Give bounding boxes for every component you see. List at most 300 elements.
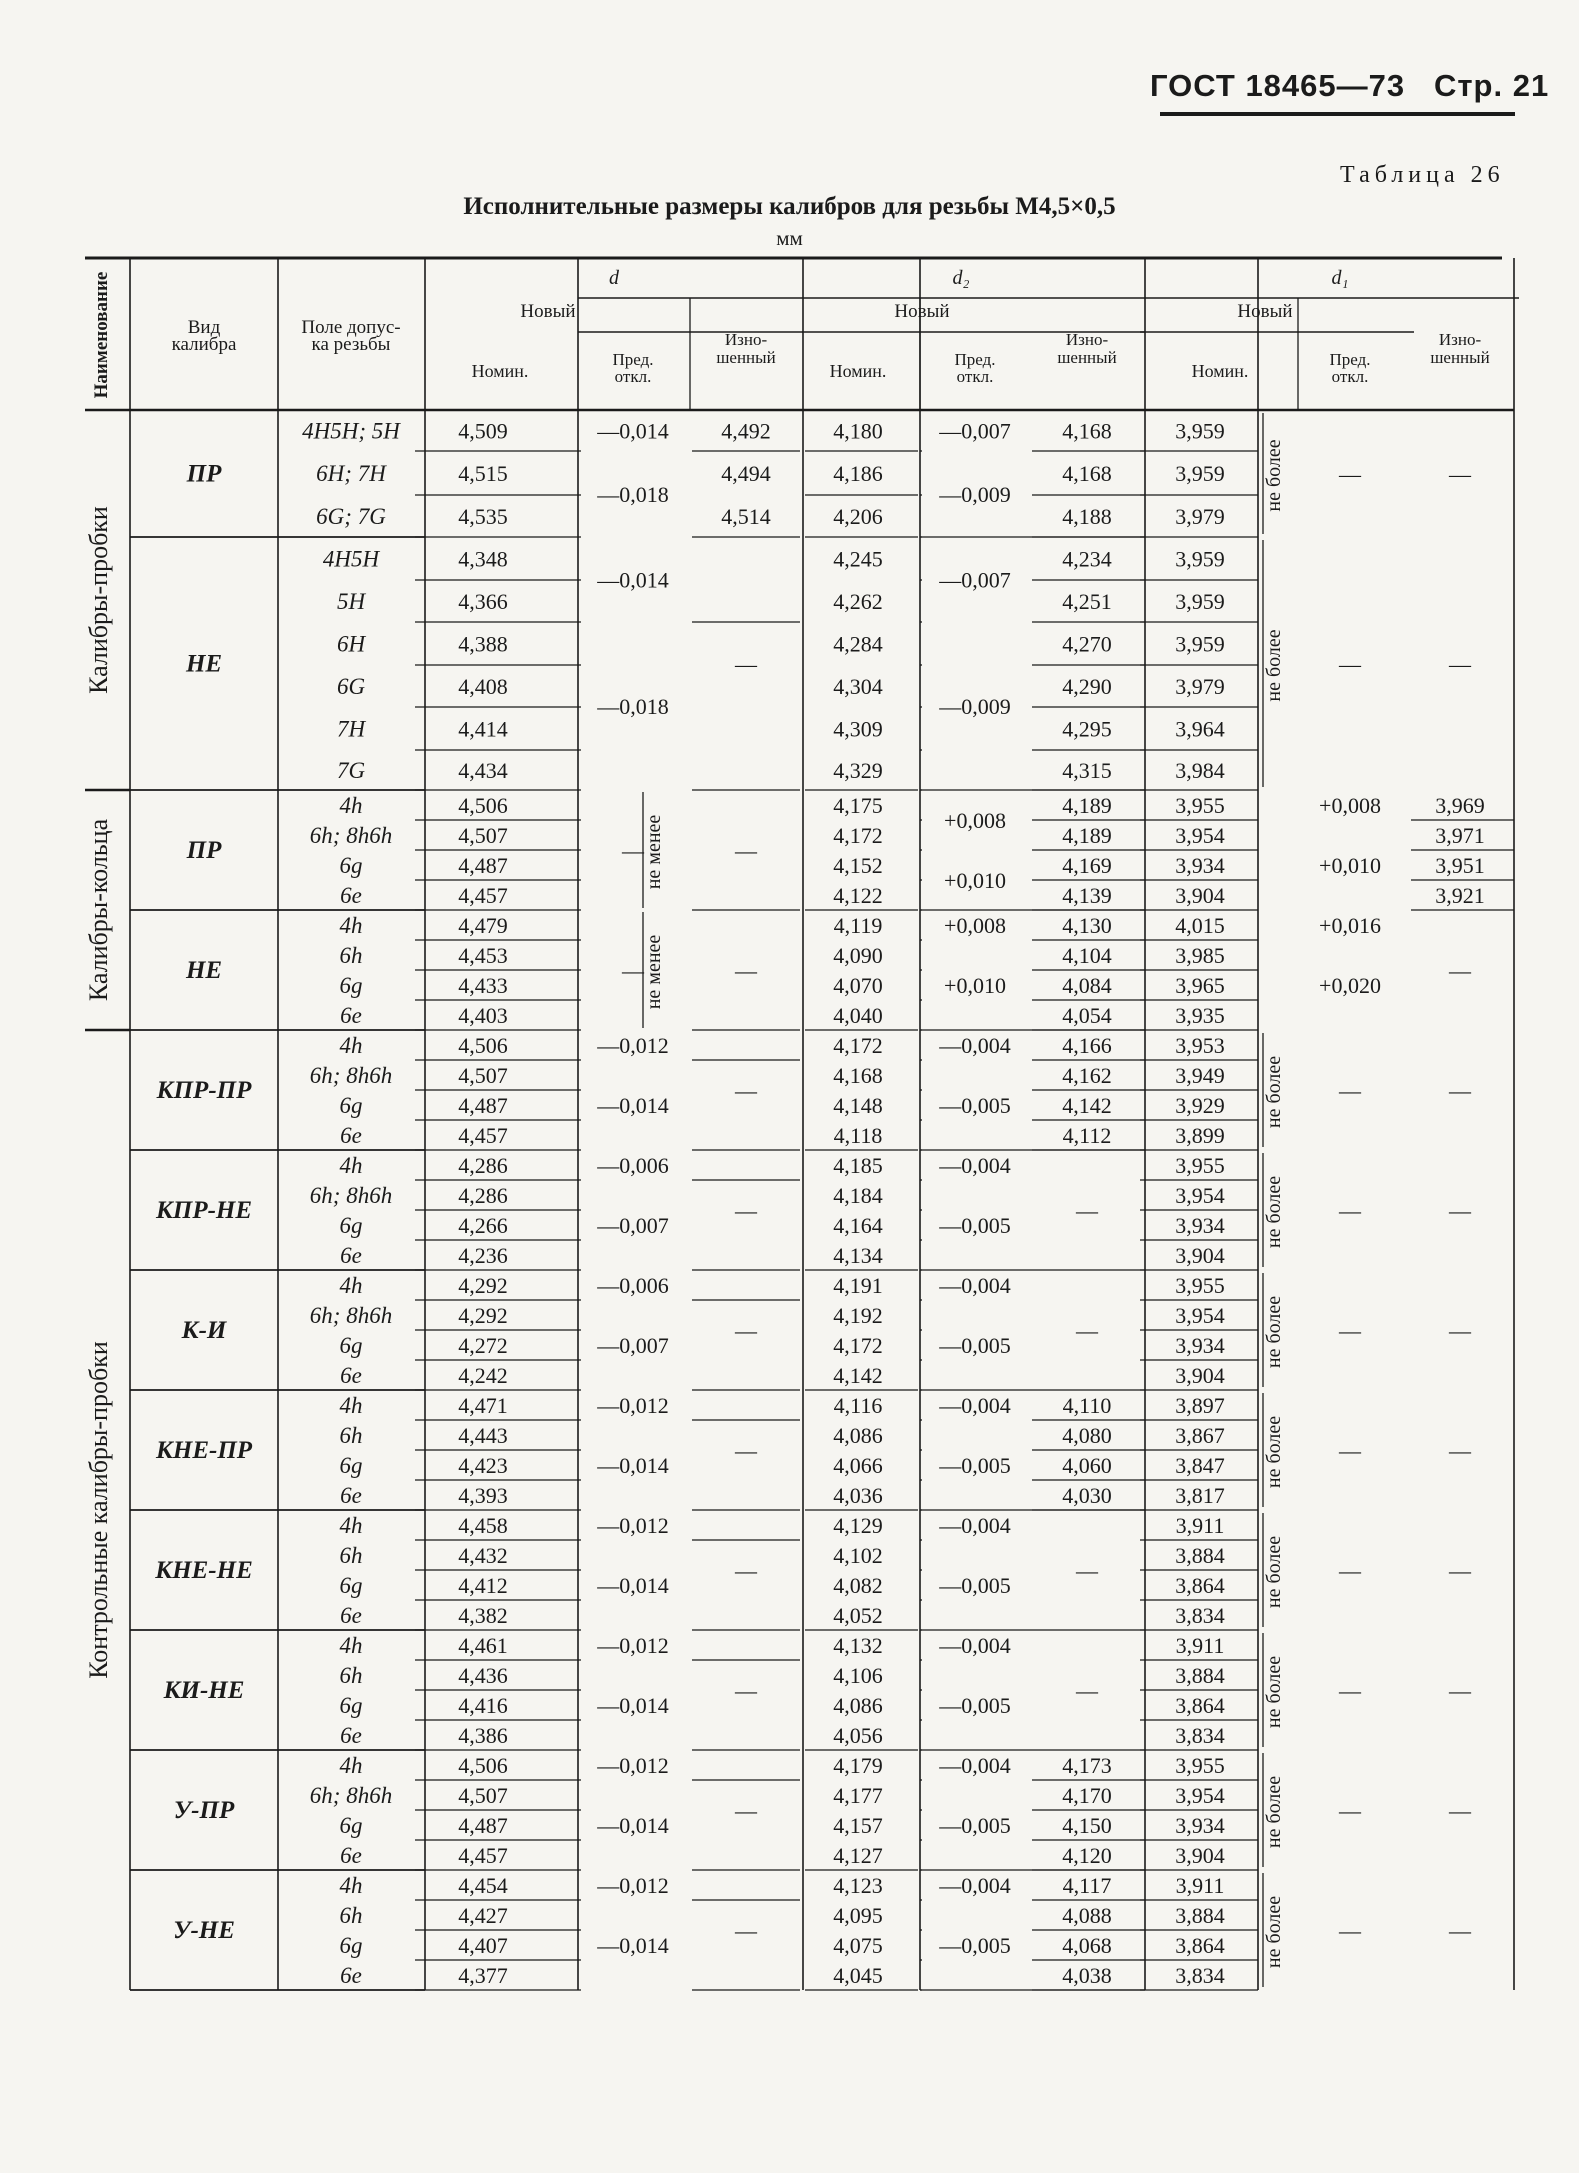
d-nominal: 4,393	[458, 1483, 508, 1508]
d1-nominal: 3,934	[1175, 853, 1225, 878]
d2-deviation: +0,010	[944, 868, 1006, 893]
d-nominal: 4,479	[458, 913, 508, 938]
d1-worn: —	[1449, 1558, 1471, 1583]
d1-nominal: 4,015	[1175, 913, 1225, 938]
thread-field: 4h	[339, 1273, 363, 1298]
d2-nominal: 4,045	[833, 1963, 883, 1988]
d2-worn: —	[1076, 1558, 1098, 1583]
d1-nominal: 3,953	[1175, 1033, 1225, 1058]
stamp-no-more: не более	[1263, 1775, 1285, 1849]
d-worn: —	[735, 1318, 757, 1343]
d2-nominal: 4,206	[833, 504, 883, 529]
column-dev-header: Пред.	[1329, 350, 1371, 369]
d2-worn: 4,173	[1062, 1753, 1112, 1778]
d2-nominal: 4,172	[833, 1333, 883, 1358]
d2-nominal: 4,180	[833, 418, 883, 444]
d2-deviation: —0,004	[939, 1273, 1011, 1298]
stamp-no-more: не более	[1263, 439, 1285, 512]
d1-nominal: 3,954	[1175, 1183, 1225, 1208]
thread-field: 4h	[339, 1033, 363, 1058]
gauge-kind: КПР-ПР	[156, 1077, 252, 1104]
d2-nominal: 4,185	[833, 1153, 883, 1178]
d1-nominal: 3,904	[1175, 883, 1225, 908]
d-nominal: 4,377	[458, 1963, 508, 1988]
thread-field: 4h	[339, 1393, 363, 1418]
d2-deviation: +0,008	[944, 808, 1006, 833]
d-worn: 4,514	[721, 504, 771, 529]
d2-nominal: 4,134	[833, 1243, 883, 1268]
column-d-header: d	[609, 267, 619, 289]
d2-nominal: 4,127	[833, 1843, 883, 1868]
d-nominal: 4,266	[458, 1213, 508, 1238]
d-deviation: —0,018	[597, 694, 669, 719]
column-new-header: Новый	[894, 301, 950, 322]
stamp-no-more: не более	[1263, 1055, 1285, 1129]
category-label: Калибры-пробки	[84, 506, 113, 694]
d2-worn: —	[1076, 1318, 1098, 1343]
d1-nominal: 3,867	[1175, 1423, 1225, 1448]
stamp-no-less: не менее	[643, 814, 665, 890]
column-dev-header: Пред.	[954, 350, 996, 369]
d2-worn: 4,189	[1062, 793, 1112, 818]
d-nominal: 4,461	[458, 1633, 508, 1658]
d1-nominal: 3,955	[1175, 1753, 1225, 1778]
d1-nominal: 3,959	[1175, 418, 1225, 444]
thread-field: 6g	[339, 973, 363, 998]
thread-field: 4h	[339, 1633, 363, 1658]
d2-deviation: —0,004	[939, 1153, 1011, 1178]
d1-nominal: 3,864	[1175, 1693, 1225, 1718]
stamp-no-more: не более	[1263, 1295, 1285, 1369]
thread-field: 6h; 8h6h	[309, 1783, 393, 1808]
d2-deviation: —0,004	[939, 1513, 1011, 1538]
d2-nominal: 4,164	[833, 1213, 883, 1238]
d2-nominal: 4,123	[833, 1873, 883, 1898]
d2-deviation: —0,009	[939, 694, 1011, 719]
d2-deviation: —0,009	[939, 482, 1011, 507]
thread-field: 4H5H; 5H	[302, 418, 400, 444]
d2-worn: 4,130	[1062, 913, 1112, 938]
thread-field: 6g	[339, 1093, 363, 1118]
d1-deviation: +0,010	[1319, 853, 1381, 878]
thread-field: 6e	[340, 1603, 362, 1628]
d-deviation: —0,006	[597, 1153, 669, 1178]
d2-deviation: —0,004	[939, 1033, 1011, 1058]
d-nominal: 4,412	[458, 1573, 508, 1598]
thread-field: 4h	[339, 1513, 363, 1538]
d-nominal: 4,382	[458, 1603, 508, 1628]
d2-nominal: 4,090	[833, 943, 883, 968]
d2-nominal: 4,172	[833, 823, 883, 848]
d-nominal: 4,423	[458, 1453, 508, 1478]
d-nominal: 4,366	[458, 589, 508, 614]
d1-deviation: —	[1339, 1558, 1361, 1583]
d1-nominal: 3,899	[1175, 1123, 1225, 1148]
d2-worn: 4,170	[1062, 1783, 1112, 1808]
d-worn: 4,492	[721, 418, 771, 444]
thread-field: 6e	[340, 883, 362, 908]
page-number: Стр. 21	[1433, 68, 1550, 103]
thread-field: 6e	[340, 1723, 362, 1748]
d1-deviation: —	[1339, 1198, 1361, 1223]
thread-field: 6h; 8h6h	[309, 1063, 393, 1088]
d2-worn: 4,169	[1062, 853, 1112, 878]
thread-field: 6h	[339, 1903, 363, 1928]
d1-worn: —	[1449, 1798, 1471, 1823]
d2-deviation: —0,004	[939, 1753, 1011, 1778]
d1-nominal: 3,955	[1175, 1153, 1225, 1178]
d-nominal: 4,403	[458, 1003, 508, 1028]
thread-field: 6g	[339, 1333, 363, 1358]
thread-field: 7G	[336, 758, 366, 783]
column-d1-header: d₁	[1331, 267, 1349, 289]
d2-worn: 4,080	[1062, 1423, 1112, 1448]
d2-worn: —	[1076, 1678, 1098, 1703]
d2-nominal: 4,102	[833, 1543, 883, 1568]
d-worn: —	[735, 1798, 757, 1823]
d2-nominal: 4,070	[833, 973, 883, 998]
gauge-kind: К-И	[181, 1317, 227, 1344]
d-nominal: 4,471	[458, 1393, 508, 1418]
d-nominal: 4,433	[458, 973, 508, 998]
d1-deviation: —	[1339, 1918, 1361, 1943]
gauge-kind: КПР-НЕ	[155, 1197, 253, 1224]
column-dev-header: откл.	[1331, 367, 1369, 386]
thread-field: 6g	[339, 1933, 363, 1958]
d2-worn: 4,150	[1062, 1813, 1112, 1838]
d2-worn: 4,166	[1062, 1033, 1112, 1058]
d1-nominal: 3,904	[1175, 1243, 1225, 1268]
d2-nominal: 4,172	[833, 1033, 883, 1058]
d1-nominal: 3,897	[1175, 1393, 1225, 1418]
d1-worn: —	[1449, 461, 1471, 487]
table-title: Исполнительные размеры калибров для резьбы М4,5×0,5	[463, 193, 1116, 220]
d-nominal: 4,272	[458, 1333, 508, 1358]
thread-field: 6h	[339, 1663, 363, 1688]
d2-nominal: 4,157	[833, 1813, 883, 1838]
thread-field: 7H	[336, 716, 366, 742]
d1-nominal: 3,934	[1175, 1333, 1225, 1358]
d-worn: —	[735, 1678, 757, 1703]
d1-nominal: 3,955	[1175, 1273, 1225, 1298]
thread-field: 6e	[340, 1483, 362, 1508]
d2-nominal: 4,095	[833, 1903, 883, 1928]
d2-nominal: 4,122	[833, 883, 883, 908]
column-worn-header: Изно-	[1065, 330, 1109, 349]
d1-deviation: —	[1339, 1678, 1361, 1703]
d-nominal: 4,509	[458, 418, 508, 444]
d2-worn: 4,120	[1062, 1843, 1112, 1868]
d1-nominal: 3,929	[1175, 1093, 1225, 1118]
d-nominal: 4,292	[458, 1303, 508, 1328]
column-worn-header: Изно-	[724, 330, 768, 349]
d1-worn: —	[1449, 1318, 1471, 1343]
d1-nominal: 3,964	[1175, 716, 1225, 742]
d1-nominal: 3,959	[1175, 546, 1225, 572]
thread-field: 6g	[339, 1453, 363, 1478]
d1-worn: 3,951	[1435, 853, 1485, 878]
d2-deviation: —0,005	[939, 1693, 1011, 1718]
column-nom-header: Номин.	[829, 361, 887, 381]
d2-deviation: +0,010	[944, 973, 1006, 998]
d2-nominal: 4,309	[833, 716, 883, 742]
d2-nominal: 4,106	[833, 1663, 883, 1688]
d2-worn: 4,142	[1062, 1093, 1112, 1118]
stamp-no-more: не более	[1263, 1415, 1285, 1489]
thread-field: 4h	[339, 1753, 363, 1778]
d2-worn: 4,088	[1062, 1903, 1112, 1928]
d2-nominal: 4,184	[833, 1183, 883, 1208]
thread-field: 6e	[340, 1123, 362, 1148]
thread-field: 6e	[340, 1843, 362, 1868]
d-nominal: 4,236	[458, 1243, 508, 1268]
column-nom-header: Номин.	[1191, 361, 1249, 381]
d2-worn: 4,188	[1062, 504, 1112, 529]
d2-nominal: 4,152	[833, 853, 883, 878]
d1-nominal: 3,955	[1175, 793, 1225, 818]
d1-worn: —	[1449, 651, 1471, 677]
d2-worn: 4,189	[1062, 823, 1112, 848]
d-nominal: 4,515	[458, 461, 508, 486]
d1-deviation: +0,008	[1319, 793, 1381, 818]
d-nominal: 4,408	[458, 674, 508, 699]
d2-nominal: 4,175	[833, 793, 883, 818]
d1-nominal: 3,954	[1175, 1303, 1225, 1328]
d2-nominal: 4,086	[833, 1693, 883, 1718]
d-deviation: —	[622, 838, 644, 863]
d1-deviation: —	[1339, 1318, 1361, 1343]
d-deviation: —0,012	[597, 1393, 669, 1418]
document-number: ГОСТ 18465—73	[1150, 68, 1406, 103]
table-label: Таблица 26	[1340, 162, 1505, 188]
d2-deviation: —0,005	[939, 1213, 1011, 1238]
d-nominal: 4,457	[458, 1123, 508, 1148]
d2-nominal: 4,177	[833, 1783, 883, 1808]
d2-worn: 4,251	[1062, 589, 1112, 614]
d2-nominal: 4,036	[833, 1483, 883, 1508]
d2-nominal: 4,086	[833, 1423, 883, 1448]
d-nominal: 4,242	[458, 1363, 508, 1388]
d1-worn: —	[1449, 1918, 1471, 1943]
gauge-kind: НЕ	[185, 650, 223, 678]
d-nominal: 4,286	[458, 1183, 508, 1208]
d1-nominal: 3,984	[1175, 758, 1225, 783]
d1-nominal: 3,965	[1175, 973, 1225, 998]
gauge-kind: У-ПР	[173, 1797, 235, 1824]
d2-worn: 4,084	[1062, 973, 1112, 998]
d1-deviation: —	[1339, 1798, 1361, 1823]
d2-deviation: —0,004	[939, 1633, 1011, 1658]
d1-nominal: 3,834	[1175, 1603, 1225, 1628]
d1-nominal: 3,834	[1175, 1963, 1225, 1988]
d1-deviation: —	[1339, 461, 1361, 487]
thread-field: 4h	[339, 793, 363, 818]
thread-field: 6h; 8h6h	[309, 1303, 393, 1328]
d1-nominal: 3,847	[1175, 1453, 1225, 1478]
d-nominal: 4,416	[458, 1693, 508, 1718]
d2-nominal: 4,168	[833, 1063, 883, 1088]
d1-nominal: 3,979	[1175, 674, 1225, 699]
d2-deviation: —0,005	[939, 1813, 1011, 1838]
d2-nominal: 4,040	[833, 1003, 883, 1028]
column-new-header: Новый	[520, 301, 576, 322]
d2-worn: 4,168	[1062, 418, 1112, 444]
d2-worn: 4,162	[1062, 1063, 1112, 1088]
d2-nominal: 4,052	[833, 1603, 883, 1628]
category-label: Контрольные калибры-пробки	[84, 1341, 113, 1679]
d2-deviation: —0,007	[939, 567, 1011, 593]
thread-field: 6h	[339, 1423, 363, 1448]
d1-nominal: 3,884	[1175, 1903, 1225, 1928]
d1-nominal: 3,935	[1175, 1003, 1225, 1028]
thread-field: 6h	[339, 943, 363, 968]
d2-worn: 4,295	[1062, 716, 1112, 742]
d2-worn: 4,112	[1062, 1123, 1112, 1148]
d-worn: —	[735, 1078, 757, 1103]
thread-field: 6e	[340, 1963, 362, 1988]
d2-deviation: —0,005	[939, 1573, 1011, 1598]
d-nominal: 4,292	[458, 1273, 508, 1298]
column-worn-header: шенный	[1430, 348, 1490, 367]
thread-field: 6g	[339, 1693, 363, 1718]
d2-worn: 4,060	[1062, 1453, 1112, 1478]
table-unit: мм	[776, 226, 803, 250]
d-worn: —	[735, 651, 757, 677]
thread-field: 6h; 8h6h	[309, 1183, 393, 1208]
d-deviation: —0,014	[597, 1933, 669, 1958]
column-field-header: ка резьбы	[311, 334, 391, 355]
d1-nominal: 3,979	[1175, 504, 1225, 529]
d-worn: —	[735, 958, 757, 983]
d2-nominal: 4,119	[833, 913, 883, 938]
d-nominal: 4,436	[458, 1663, 508, 1688]
d1-nominal: 3,959	[1175, 631, 1225, 657]
d-nominal: 4,443	[458, 1423, 508, 1448]
d-nominal: 4,434	[458, 758, 508, 783]
d2-deviation: —0,004	[939, 1873, 1011, 1898]
d1-worn: —	[1449, 1438, 1471, 1463]
d2-worn: 4,234	[1062, 546, 1112, 572]
d2-deviation: —0,005	[939, 1093, 1011, 1118]
gauge-kind: КНЕ-НЕ	[155, 1557, 253, 1584]
d1-nominal: 3,817	[1175, 1483, 1225, 1508]
column-worn-header: шенный	[716, 348, 776, 367]
d-deviation: —0,014	[597, 1693, 669, 1718]
thread-field: 6g	[339, 853, 363, 878]
d1-nominal: 3,864	[1175, 1933, 1225, 1958]
d1-worn: —	[1449, 958, 1471, 983]
d-deviation: —0,012	[597, 1513, 669, 1538]
d-deviation: —0,014	[597, 1453, 669, 1478]
d2-nominal: 4,066	[833, 1453, 883, 1478]
d-worn: 4,494	[721, 461, 771, 486]
thread-field: 6h; 8h6h	[309, 823, 393, 848]
d1-nominal: 3,954	[1175, 823, 1225, 848]
d-deviation: —0,014	[597, 1813, 669, 1838]
d2-nominal: 4,142	[833, 1363, 883, 1388]
d2-deviation: —0,005	[939, 1453, 1011, 1478]
d-nominal: 4,487	[458, 1813, 508, 1838]
d-deviation: —0,006	[597, 1273, 669, 1298]
column-d2-header: d₂	[952, 267, 970, 289]
d-nominal: 4,432	[458, 1543, 508, 1568]
d2-worn: 4,168	[1062, 461, 1112, 486]
d-nominal: 4,507	[458, 823, 508, 848]
d-deviation: —0,018	[597, 482, 669, 507]
gauge-kind: ПР	[186, 837, 222, 864]
column-dev-header: откл.	[614, 367, 652, 386]
thread-field: 6e	[340, 1243, 362, 1268]
d2-nominal: 4,262	[833, 589, 883, 614]
d2-deviation: —0,005	[939, 1333, 1011, 1358]
d1-nominal: 3,884	[1175, 1543, 1225, 1568]
d2-nominal: 4,132	[833, 1633, 883, 1658]
d1-deviation: +0,020	[1319, 973, 1381, 998]
d2-nominal: 4,082	[833, 1573, 883, 1598]
d1-worn: 3,921	[1435, 883, 1485, 908]
d2-deviation: —0,005	[939, 1933, 1011, 1958]
d-deviation: —0,007	[597, 1333, 669, 1358]
d2-worn: 4,110	[1062, 1393, 1112, 1418]
d2-worn: 4,117	[1062, 1873, 1112, 1898]
d1-nominal: 3,959	[1175, 461, 1225, 486]
d2-worn: 4,054	[1062, 1003, 1112, 1028]
thread-field: 6g	[339, 1213, 363, 1238]
d-nominal: 4,386	[458, 1723, 508, 1748]
d-worn: —	[735, 1558, 757, 1583]
d-deviation: —0,014	[597, 418, 669, 444]
d2-nominal: 4,192	[833, 1303, 883, 1328]
d1-nominal: 3,985	[1175, 943, 1225, 968]
d2-deviation: —0,004	[939, 1393, 1011, 1418]
d2-worn: 4,290	[1062, 674, 1112, 699]
thread-field: 4H5H	[322, 546, 380, 572]
d1-nominal: 3,864	[1175, 1573, 1225, 1598]
thread-field: 6H; 7H	[316, 461, 386, 486]
d2-nominal: 4,118	[833, 1123, 883, 1148]
column-kind-header: Вид	[187, 317, 221, 338]
d2-deviation: —0,007	[939, 418, 1011, 444]
d2-nominal: 4,284	[833, 631, 883, 657]
d2-nominal: 4,191	[833, 1273, 883, 1298]
d1-worn: —	[1449, 1078, 1471, 1103]
d-deviation: —0,012	[597, 1873, 669, 1898]
stamp-no-more: не более	[1263, 1655, 1285, 1729]
d2-worn: 4,104	[1062, 943, 1112, 968]
column-worn-header: Изно-	[1438, 330, 1482, 349]
column-worn-header: шенный	[1057, 348, 1117, 367]
column-new-header: Новый	[1237, 301, 1293, 322]
d1-nominal: 3,911	[1175, 1873, 1225, 1898]
d2-worn: 4,270	[1062, 631, 1112, 657]
column-dev-header: Пред.	[612, 350, 654, 369]
d-deviation: —0,014	[597, 1573, 669, 1598]
stamp-no-more: не более	[1263, 1535, 1285, 1609]
d-nominal: 4,388	[458, 631, 508, 657]
thread-field: 4h	[339, 1153, 363, 1178]
d-worn: —	[735, 838, 757, 863]
d1-nominal: 3,834	[1175, 1723, 1225, 1748]
d-nominal: 4,507	[458, 1783, 508, 1808]
d1-worn: —	[1449, 1678, 1471, 1703]
d1-nominal: 3,904	[1175, 1843, 1225, 1868]
d-nominal: 4,457	[458, 1843, 508, 1868]
d2-worn: 4,030	[1062, 1483, 1112, 1508]
d2-nominal: 4,186	[833, 461, 883, 486]
d1-nominal: 3,954	[1175, 1783, 1225, 1808]
d1-deviation: +0,016	[1319, 913, 1381, 938]
d1-nominal: 3,911	[1175, 1513, 1225, 1538]
